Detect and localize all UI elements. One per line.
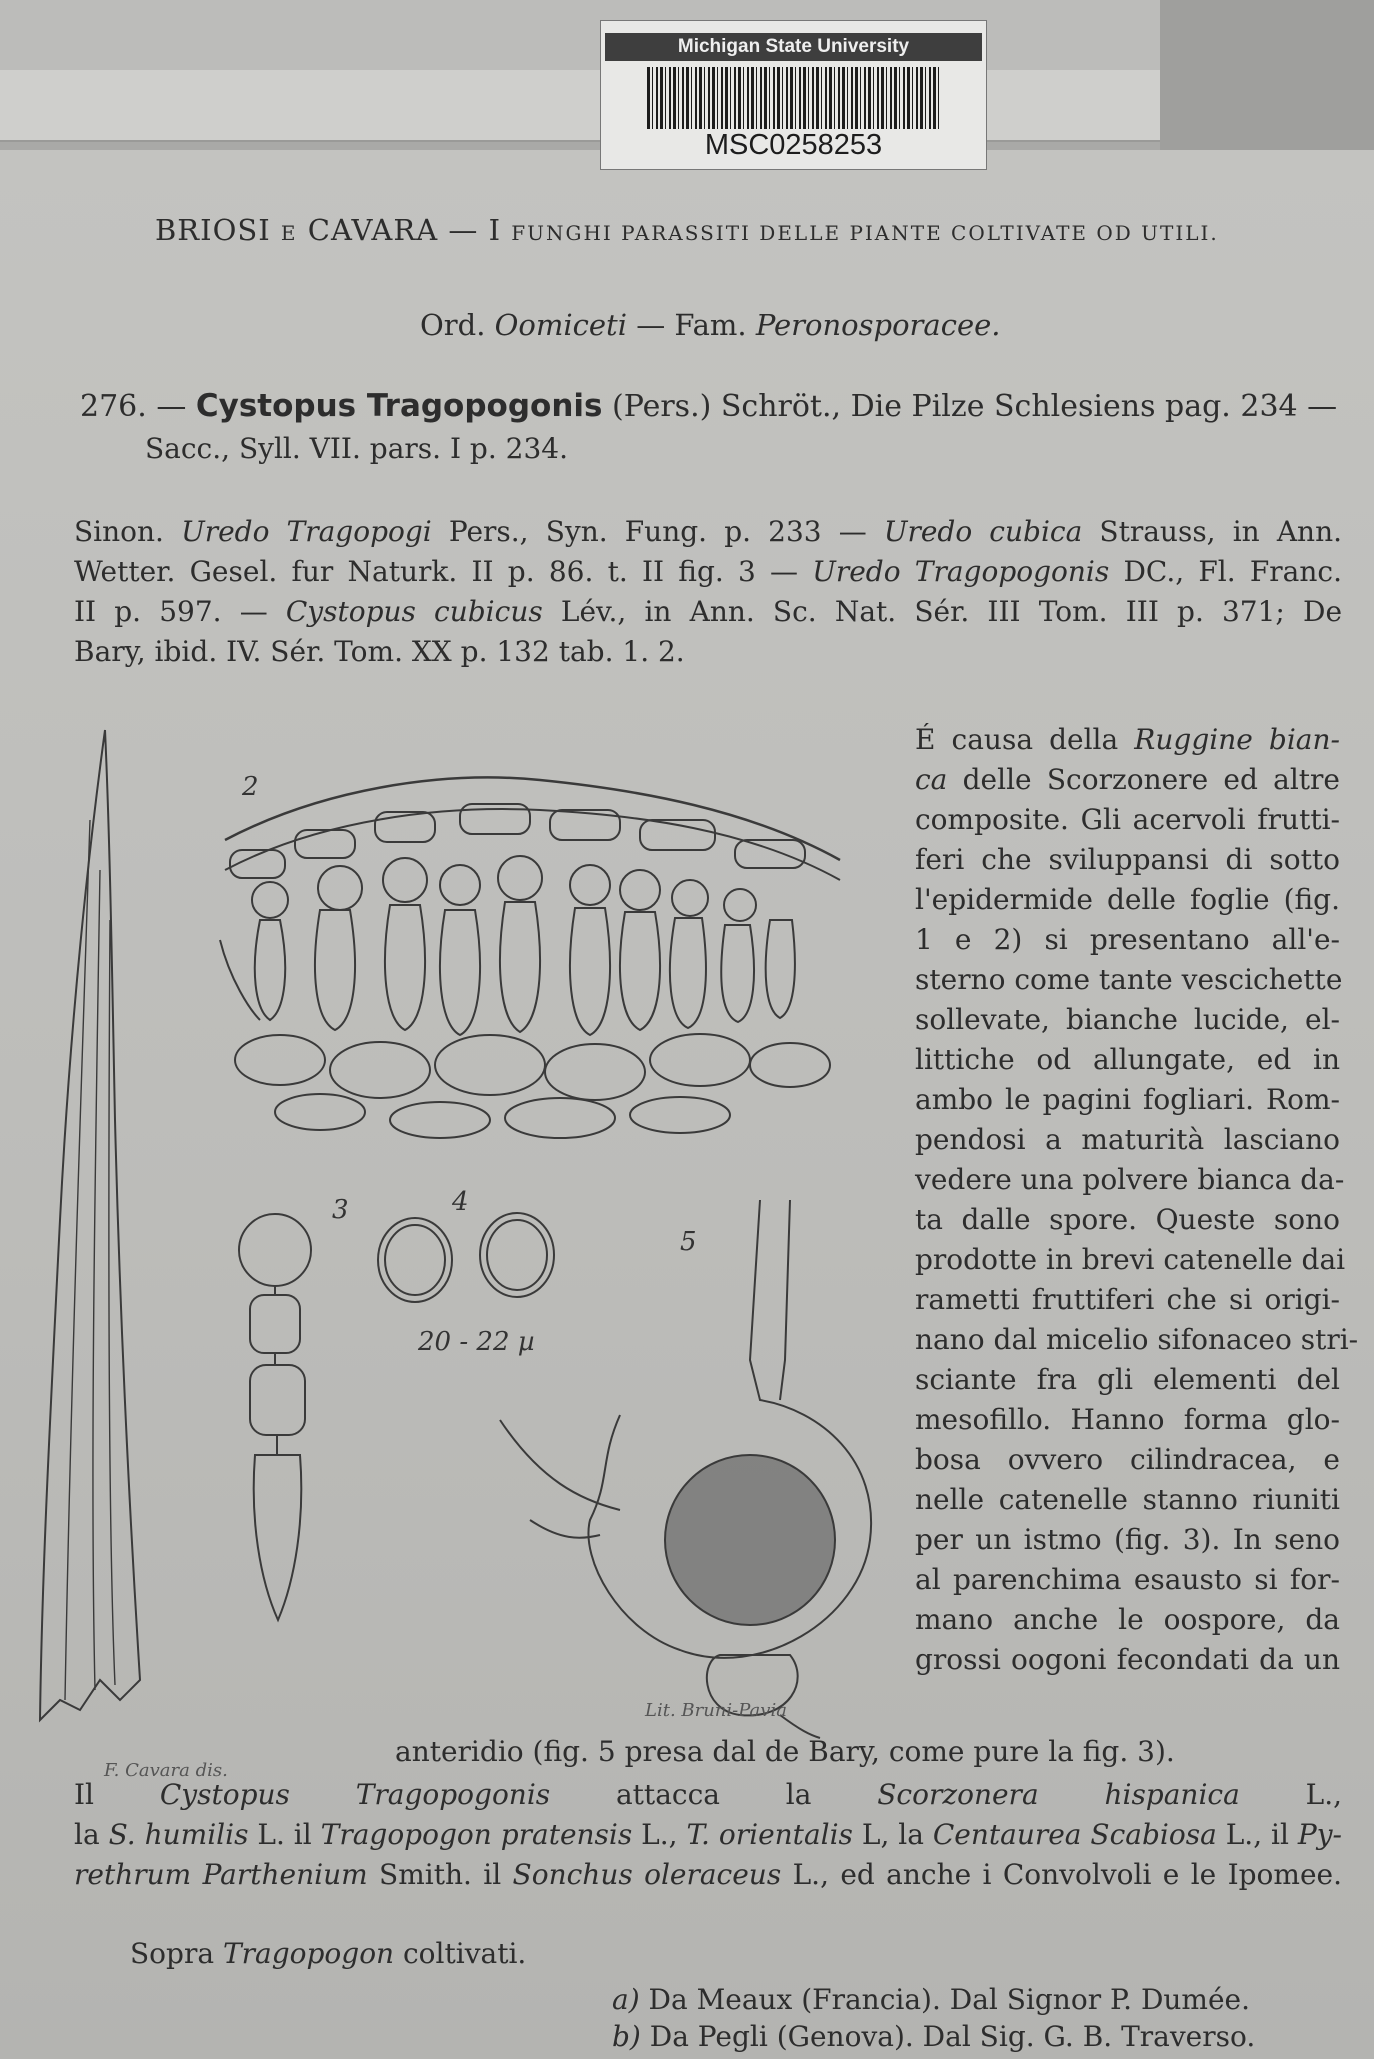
italic-segment: Uredo Tragopogonis <box>812 555 1110 588</box>
header-sep: — <box>448 213 479 247</box>
text-segment: ta dalle spore. Queste sono <box>915 1203 1340 1236</box>
barcode-number: MSC0258253 <box>704 129 883 161</box>
locality-b-text: Da Pegli (Genova). Dal Sig. G. B. Traverso. <box>649 2020 1256 2053</box>
text-segment: II p. 597. — <box>74 595 286 628</box>
classification <box>420 308 1001 342</box>
text-segment: sciante fra gli elementi del <box>915 1363 1340 1396</box>
text-segment: nelle catenelle stanno riuniti <box>915 1483 1340 1516</box>
text-line <box>74 512 1342 552</box>
text-segment: ambo le pagini fogliari. Rom- <box>915 1083 1340 1116</box>
hosts-paragraph <box>74 1775 1342 1895</box>
italic-segment: S. humilis <box>108 1818 249 1851</box>
fig3-spore-chain <box>239 1214 311 1620</box>
species-authority: (Pers.) Schröt., Die Pilze Schlesiens pag. 234 — <box>612 389 1338 424</box>
fig2-epidermal-cells <box>230 804 805 878</box>
fig1-leaf-outline <box>40 730 140 1720</box>
text-line <box>915 1400 1340 1440</box>
text-line <box>915 1080 1340 1120</box>
species-entry <box>80 388 1337 424</box>
text-segment: vedere una polvere bianca da- <box>915 1163 1345 1196</box>
barcode-bars <box>647 67 939 129</box>
text-line <box>915 1520 1340 1560</box>
text-line <box>915 1280 1340 1320</box>
header-authors2: CAVARA <box>307 213 439 247</box>
background-edge <box>1160 0 1374 150</box>
fam-label: Fam. <box>674 308 747 342</box>
text-segment: delle Scorzonere ed altre <box>947 763 1340 796</box>
synonyms-paragraph <box>74 512 1342 672</box>
text-line <box>915 760 1340 800</box>
italic-segment: Ruggine bian- <box>1134 723 1340 756</box>
signature-left: F. Cavara dis. <box>104 1760 228 1781</box>
text-segment: Pers., Syn. Fung. p. 233 — <box>431 515 884 548</box>
italic-segment: Tragopogon <box>222 1937 395 1970</box>
text-segment: sollevate, bianche lucide, el- <box>915 1003 1340 1036</box>
italic-segment: Uredo cubica <box>883 515 1083 548</box>
ord-name: Oomiceti <box>494 308 627 342</box>
fig-label-5: 5 <box>680 1227 697 1257</box>
fam-name: Peronosporacee. <box>755 308 1001 342</box>
text-line <box>915 1240 1346 1280</box>
signature-right: Lit. Bruni-Pavia <box>645 1700 787 1721</box>
text-segment: Sopra <box>130 1937 223 1970</box>
locality-a <box>612 1983 1250 2016</box>
text-segment: al parenchima esausto si for- <box>915 1563 1340 1596</box>
text-line <box>915 1160 1345 1200</box>
description-paragraph <box>915 720 1359 1680</box>
botanical-illustration <box>20 720 900 1740</box>
text-segment: L, la <box>852 1818 933 1851</box>
text-segment: per un istmo (fig. 3). In seno <box>915 1523 1340 1556</box>
text-line <box>915 1320 1359 1360</box>
text-segment: L., il <box>1216 1818 1298 1851</box>
text-segment: attacca la <box>550 1778 878 1811</box>
italic-segment: Uredo Tragopogi <box>181 515 432 548</box>
sopra-line <box>130 1937 526 1970</box>
text-segment: Wetter. Gesel. fur Naturk. II p. 86. t. II fig. 3 — <box>74 555 813 588</box>
text-line <box>74 1815 1342 1855</box>
text-segment: Sinon. <box>74 515 182 548</box>
text-line <box>915 880 1340 920</box>
italic-segment: Cystopus cubicus <box>285 595 543 628</box>
header-conj: E <box>280 221 298 245</box>
text-segment: Bary, ibid. IV. Sér. Tom. XX p. 132 tab. 1. 2. <box>74 635 685 668</box>
fig-label-4: 4 <box>452 1187 469 1217</box>
text-segment: É causa della <box>915 723 1135 756</box>
italic-segment: rethrum Parthenium <box>74 1858 368 1891</box>
locality-a-text: Da Meaux (Francia). Dal Signor P. Dumée. <box>648 1983 1251 2016</box>
barcode-label <box>600 20 987 170</box>
italic-segment: T. orientalis <box>686 1818 853 1851</box>
text-segment: L., ed anche i Convolvoli e le Ipomee. <box>781 1858 1343 1891</box>
text-line <box>915 1440 1340 1480</box>
species-name: Cystopus Tragopogonis <box>195 388 603 424</box>
fig-measure: 20 - 22 µ <box>418 1327 535 1357</box>
text-line <box>915 1200 1340 1240</box>
text-segment: coltivati. <box>394 1937 527 1970</box>
text-segment: littiche od allungate, ed in <box>915 1043 1340 1076</box>
text-segment: bosa ovvero cilindracea, e <box>915 1443 1340 1476</box>
page-header <box>155 213 1219 247</box>
paper-edge-upper <box>0 0 1163 70</box>
text-line <box>915 920 1340 960</box>
text-segment: Lév., in Ann. Sc. Nat. Sér. III Tom. III p. 371; De <box>542 595 1343 628</box>
text-segment: la <box>74 1818 109 1851</box>
text-segment: mesofillo. Hanno forma glo- <box>915 1403 1340 1436</box>
text-line <box>915 1560 1340 1600</box>
text-segment: rametti fruttiferi che si origi- <box>915 1283 1340 1316</box>
locality-b <box>612 2020 1255 2053</box>
description-continuation: anteridio (fig. 5 presa dal de Bary, come pure la fig. 3). <box>395 1735 1175 1768</box>
text-line <box>915 840 1340 880</box>
text-line <box>915 1040 1340 1080</box>
fig-label-3: 3 <box>332 1195 349 1225</box>
italic-segment: Sonchus oleraceus <box>512 1858 782 1891</box>
italic-segment: Tragopogon pratensis <box>320 1818 633 1851</box>
locality-b-mark: b) <box>612 2020 641 2053</box>
entry-number: 276. — <box>80 389 187 424</box>
text-line <box>915 1000 1340 1040</box>
text-segment: Il <box>74 1778 160 1811</box>
text-line <box>74 632 1342 672</box>
text-line <box>915 1360 1340 1400</box>
text-line <box>915 720 1340 760</box>
italic-segment: ca <box>915 763 948 796</box>
text-line <box>74 592 1342 632</box>
fig-label-2: 2 <box>242 772 259 802</box>
text-line <box>915 1640 1340 1680</box>
class-sep: — <box>636 308 666 342</box>
text-line <box>74 552 1342 592</box>
text-segment: L., <box>1239 1778 1343 1811</box>
text-segment: DC., Fl. Franc. <box>1109 555 1342 588</box>
text-line <box>915 1480 1340 1520</box>
text-segment: Smith. il <box>367 1858 513 1891</box>
text-segment: composite. Gli acervoli frutti- <box>915 803 1340 836</box>
text-segment: mano anche le oospore, da <box>915 1603 1340 1636</box>
text-segment: feri che sviluppansi di sotto <box>915 843 1340 876</box>
text-segment: pendosi a maturità lasciano <box>915 1123 1340 1156</box>
header-authors: BRIOSI <box>155 213 271 247</box>
text-line <box>74 1775 1342 1815</box>
fig2-mesophyll-cells <box>235 1034 830 1138</box>
text-segment: prodotte in brevi catenelle dai <box>915 1243 1346 1276</box>
fig2-conidiophores <box>220 856 795 1035</box>
species-reference: Sacc., Syll. VII. pars. I p. 234. <box>145 432 568 465</box>
ord-label: Ord. <box>420 308 486 342</box>
text-segment: 1 e 2) si presentano all'e- <box>915 923 1340 956</box>
italic-segment: Cystopus Tragopogonis <box>159 1778 551 1811</box>
fig4-spores <box>378 1213 554 1302</box>
locality-a-mark: a) <box>612 1983 640 2016</box>
italic-segment: Py- <box>1297 1818 1342 1851</box>
text-segment: grossi oogoni fecondati da un <box>915 1643 1340 1676</box>
text-segment: L., <box>632 1818 687 1851</box>
italic-segment: Scorzonera hispanica <box>877 1778 1240 1811</box>
italic-segment: Centaurea Scabiosa <box>932 1818 1217 1851</box>
text-line <box>915 800 1340 840</box>
text-line <box>915 1600 1340 1640</box>
header-title-i: I <box>488 213 502 247</box>
header-title: FUNGHI PARASSITI DELLE PIANTE COLTIVATE OD UTILI. <box>511 221 1219 245</box>
text-line <box>915 1120 1340 1160</box>
fig5-oogonium <box>500 1200 871 1738</box>
text-segment: sterno come tante vescichette <box>915 963 1343 996</box>
text-segment: Strauss, in Ann. <box>1082 515 1343 548</box>
text-line <box>915 960 1343 1000</box>
text-segment: L. il <box>248 1818 321 1851</box>
text-segment: l'epidermide delle foglie (fig. <box>915 883 1340 916</box>
text-segment: nano dal micelio sifonaceo stri- <box>915 1323 1359 1356</box>
text-line <box>74 1855 1342 1895</box>
institution-name: Michigan State University <box>605 33 982 61</box>
